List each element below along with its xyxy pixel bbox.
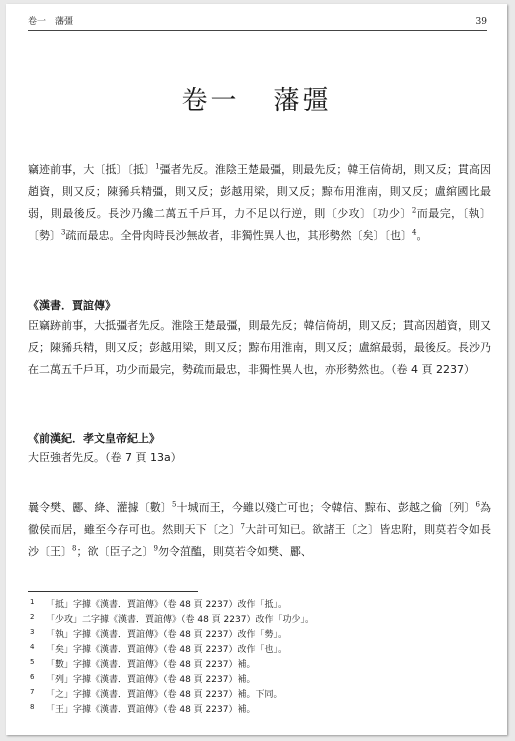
footnote (28, 703, 491, 718)
parallel-text-paragraph: 臣竊跡前事，大抵彊者先反。淮陰王楚最彊，則最先反；韓信倚胡，則又反；貫高因趙資，則又反；陳豨兵精，則又反；彭越用梁，則又反；黥布用淮南，則又反；盧綰最弱，最後反。長沙乃在二萬五千戶耳，功少而最完，勢疏而最忠，非獨性異人也，亦形勢然也。（卷 4 頁 2237） (28, 319, 491, 376)
footnote-number: 2 (30, 613, 35, 621)
footnote-ref[interactable]: 7 (240, 522, 245, 531)
text-segment: 十城而王，今雖以殘亡可也；令韓信、黥布、彭越之倫〔列〕 (176, 501, 476, 514)
page-number: 39 (475, 17, 487, 27)
footnote-text: 「王」字據《漢書．賈誼傳》（卷 48 頁 2237）補。 (46, 705, 256, 715)
footnote-text: 「執」字據《漢書．賈誼傳》（卷 48 頁 2237）改作「勢」。 (46, 630, 287, 640)
footnote-divider (28, 591, 198, 592)
footnote-ref[interactable]: 5 (171, 500, 177, 509)
footnote-number: 8 (30, 703, 35, 711)
footnote-number: 1 (30, 598, 35, 606)
text-segment: 。 (416, 229, 428, 242)
footnotes (28, 598, 491, 718)
footnote-ref[interactable]: 6 (475, 500, 480, 509)
chapter-title-number: 卷一 (181, 86, 240, 116)
footnote (28, 688, 491, 703)
footnote-text: 「矣」字據《漢書．賈誼傳》（卷 48 頁 2237）改作「也」。 (46, 645, 287, 655)
text-segment: 竊迹前事，大〔抵〕〔抵〕 (28, 163, 156, 176)
footnote (28, 658, 491, 673)
text-segment: ；欲〔臣子之〕 (76, 545, 154, 558)
footnote-ref[interactable]: 3 (61, 228, 66, 237)
chapter-title-name: 藩彊 (273, 86, 332, 116)
text-segment: 彊者先反。淮陰王楚最彊，則最先反；韓王信倚胡，則又反；貫高因趙資，則又反；陳豨兵精彊，則又反；彭越用梁，則又反；黥布用淮南，則又反；盧綰國比最弱，則最後反。長沙乃纔二萬五千戶耳，力不足以行逆，則〔少攻〕〔功少〕 (28, 163, 492, 220)
parallel-text-paragraph: 大臣強者先反。（卷 7 頁 13a） (28, 451, 182, 464)
footnote-number: 6 (30, 673, 35, 681)
footnote (28, 673, 491, 688)
footnote-ref[interactable]: 9 (153, 544, 158, 553)
footnote-number: 5 (30, 658, 35, 666)
text-segment: 為徹侯而居，雖至今存可也。然則天下〔之〕 (28, 501, 492, 536)
footnote (28, 598, 491, 613)
chapter-title (6, 80, 507, 117)
footnote-text: 「列」字據《漢書．賈誼傳》（卷 48 頁 2237）補。 (46, 675, 256, 685)
footnote-number: 3 (30, 628, 35, 636)
source-heading: 《前漢紀．孝文皇帝紀上》 (28, 432, 160, 445)
main-text-paragraph (28, 497, 491, 563)
footnote-text: 「之」字據《漢書．賈誼傳》（卷 48 頁 2237）補。下同。 (46, 690, 283, 700)
footnote-ref[interactable]: 1 (155, 162, 160, 171)
footnote-ref[interactable]: 4 (411, 228, 417, 237)
footnote-number: 4 (30, 643, 35, 651)
footnote-text: 「抵」字據《漢書．賈誼傳》（卷 48 頁 2237）改作「抵」。 (46, 600, 287, 610)
text-segment: 曩令樊、酈、絳、灌據〔數〕 (28, 501, 172, 514)
document-page (6, 4, 507, 735)
text-segment: 疏而最忠。全骨肉時長沙無故者，非獨性異人也，其形勢然〔矣〕〔也〕 (65, 229, 412, 242)
footnote-number: 7 (30, 688, 35, 696)
footnote-text: 「數」字據《漢書．賈誼傳》（卷 48 頁 2237）補。 (46, 660, 256, 670)
text-segment: 而最完，〔執〕〔勢〕 (28, 207, 492, 242)
footnote-ref[interactable]: 8 (72, 544, 77, 553)
footnote-text: 「少攻」二字據《漢書．賈誼傳》（卷 48 頁 2237）改作「功少」。 (46, 615, 314, 625)
text-segment: 大計可知已。欲諸王〔之〕皆忠附，則莫若令如長沙〔王〕 (28, 523, 492, 558)
footnote-ref[interactable]: 2 (411, 206, 417, 215)
header-chapter: 卷一 藩彊 (28, 17, 74, 27)
text-segment: 勿令菹醢，則莫若令如樊、酈、 (157, 545, 312, 558)
footnote (28, 628, 491, 643)
source-heading: 《漢書．賈誼傳》 (28, 299, 116, 312)
footnote (28, 643, 491, 658)
main-text-paragraph (28, 159, 491, 247)
running-header (28, 14, 487, 31)
footnote (28, 613, 491, 628)
